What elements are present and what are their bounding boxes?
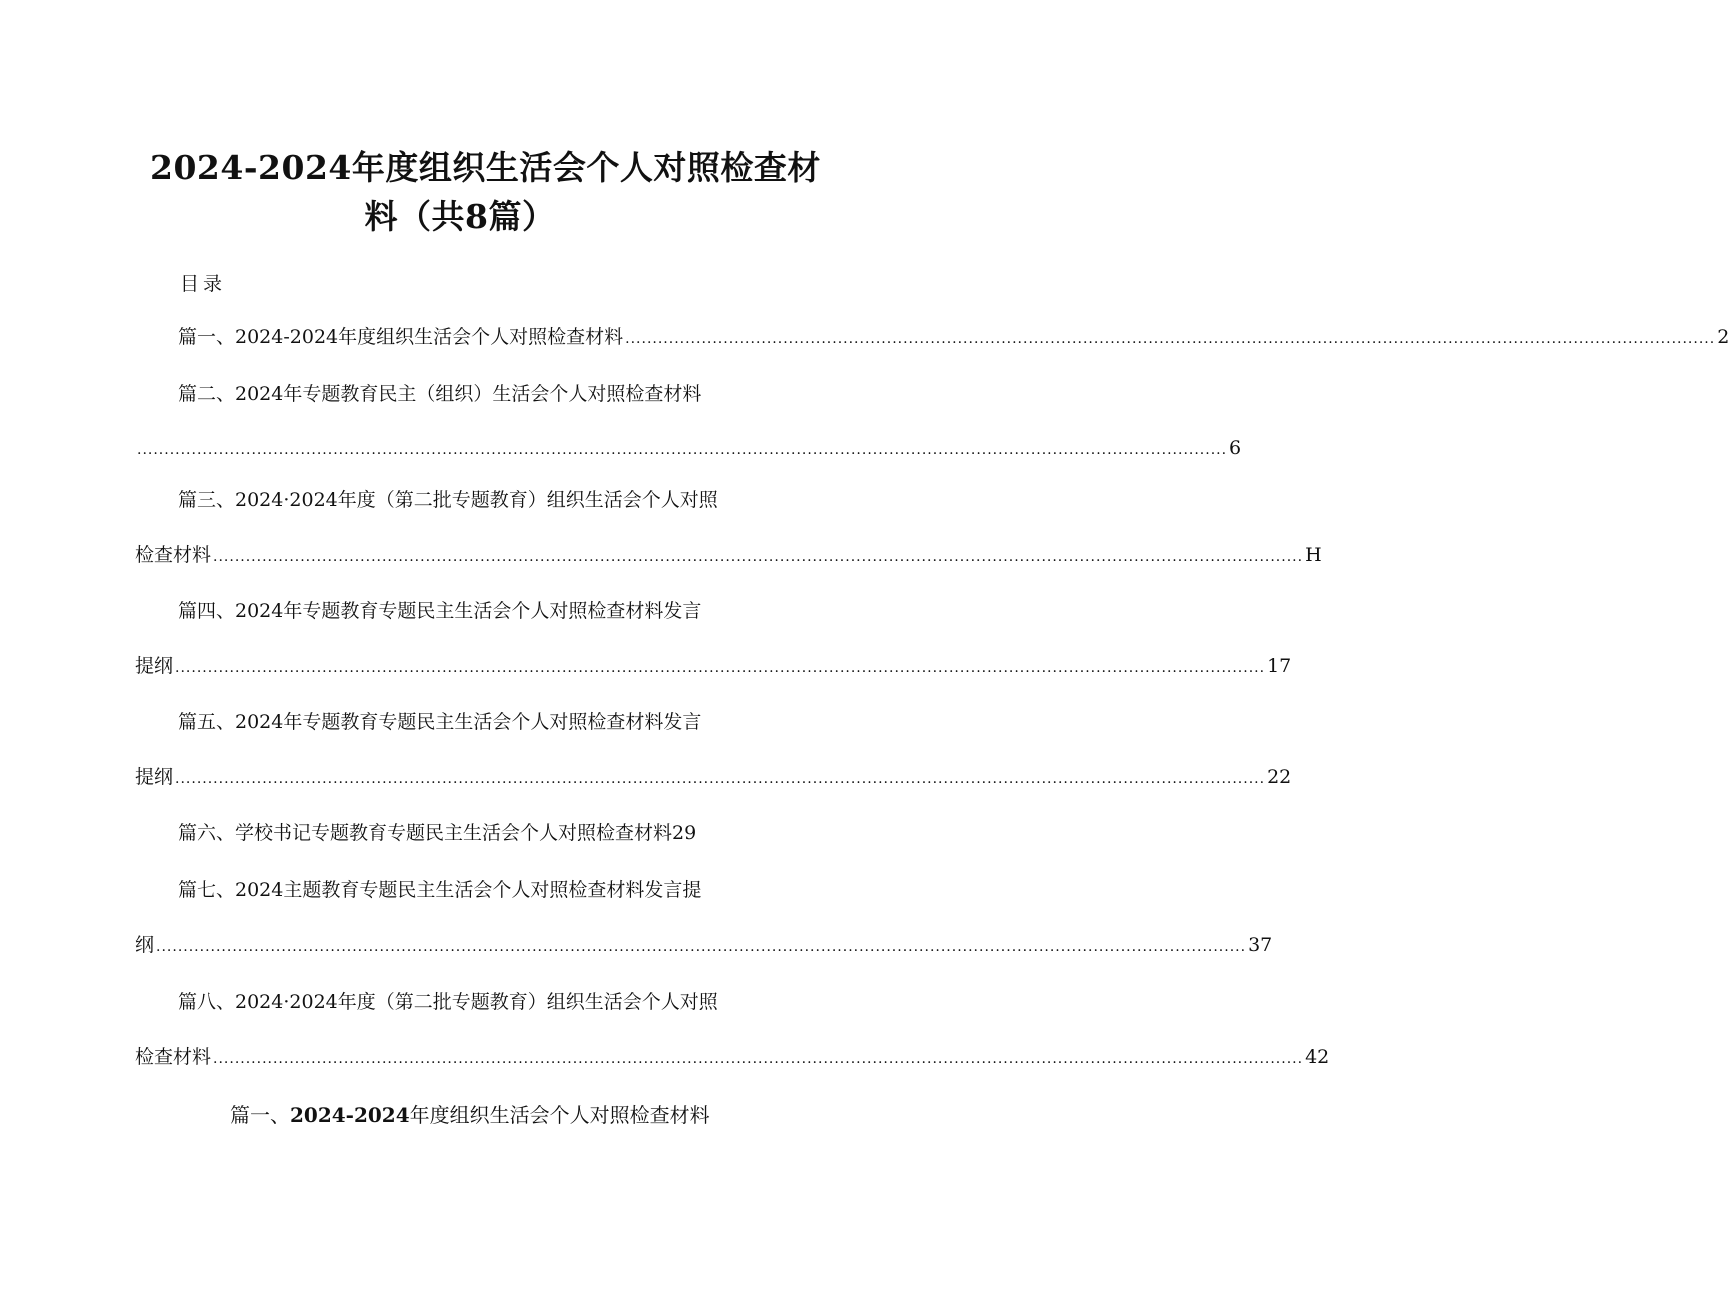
toc-entry-7-text-cont: 纲 [135,934,155,956]
toc-entry-7-leader[interactable] [135,932,1273,960]
toc-entry-6-text[interactable]: 篇六、学校书记专题教育专题民主生活会个人对照检查材料29 [178,822,697,844]
toc-entry-5-leader[interactable] [135,764,1292,792]
toc-entry-2-leader[interactable] [135,435,1242,463]
toc-entry-3-text[interactable]: 篇三、2024·2024年度（第二批专题教育）组织生活会个人对照 [178,489,718,511]
toc-entry-8-leader[interactable] [135,1044,1330,1072]
document-title-line-1: 2024-2024年度组织生活会个人对照检查材 [150,148,821,187]
section-heading-prefix: 篇一、 [230,1103,290,1127]
toc-entry-1-page: 2 [1717,326,1729,348]
toc-entry-7-page: 37 [1248,934,1273,956]
toc-entry-5-page: 22 [1267,766,1292,788]
toc-entry-5-text[interactable]: 篇五、2024年专题教育专题民主生活会个人对照检查材料发言 [178,711,702,733]
toc-entry-2-text[interactable]: 篇二、2024年专题教育民主（组织）生活会个人对照检查材料 [178,383,702,405]
toc-entry-8-text[interactable]: 篇八、2024·2024年度（第二批专题教育）组织生活会个人对照 [178,991,718,1013]
toc-leader-dots: ........................................................................................................................................................................................................ [213,549,1304,565]
toc-entry-8-text-cont: 检查材料 [135,1046,212,1068]
toc-entry-1-text: 篇一、2024-2024年度组织生活会个人对照检查材料 [178,326,624,348]
section-heading-rest: 年度组织生活会个人对照检查材料 [409,1103,710,1127]
toc-entry-7-text[interactable]: 篇七、2024主题教育专题民主生活会个人对照检查材料发言提 [178,879,702,901]
toc-entry-4-text-cont: 提纲 [135,655,174,677]
toc-entry-3-page: H [1305,544,1322,566]
toc-entry-3-leader[interactable] [135,542,1322,570]
toc-leader-dots: ........................................................................................................................................................................................................ [175,771,1266,787]
toc-entry-3-text-cont: 检查材料 [135,544,212,566]
document-title-line-2: 料（共8篇） [364,197,556,236]
toc-leader-dots: ........................................................................................................................................................................................................ [137,442,1228,458]
toc-entry-2-page: 6 [1229,437,1242,459]
toc-leader-dots: ........................................................................................................................................................................................................ [175,660,1266,676]
toc-entry-4-page: 17 [1267,655,1292,677]
toc-entry-4-text[interactable]: 篇四、2024年专题教育专题民主生活会个人对照检查材料发言 [178,600,702,622]
toc-entry-8-page: 42 [1305,1046,1330,1068]
section-heading-years: 2024-2024 [290,1103,410,1127]
toc-entry-5-text-cont: 提纲 [135,766,174,788]
toc-entry-1[interactable] [178,324,1729,352]
toc-entry-4-leader[interactable] [135,653,1292,681]
toc-heading: 目录 [180,273,227,295]
section-heading [230,1099,710,1128]
toc-leader-dots: ........................................................................................................................................................................................................ [156,939,1247,955]
toc-leader-dots: ........................................................................................................................................................................................................ [625,331,1716,347]
toc-leader-dots: ........................................................................................................................................................................................................ [213,1051,1304,1067]
